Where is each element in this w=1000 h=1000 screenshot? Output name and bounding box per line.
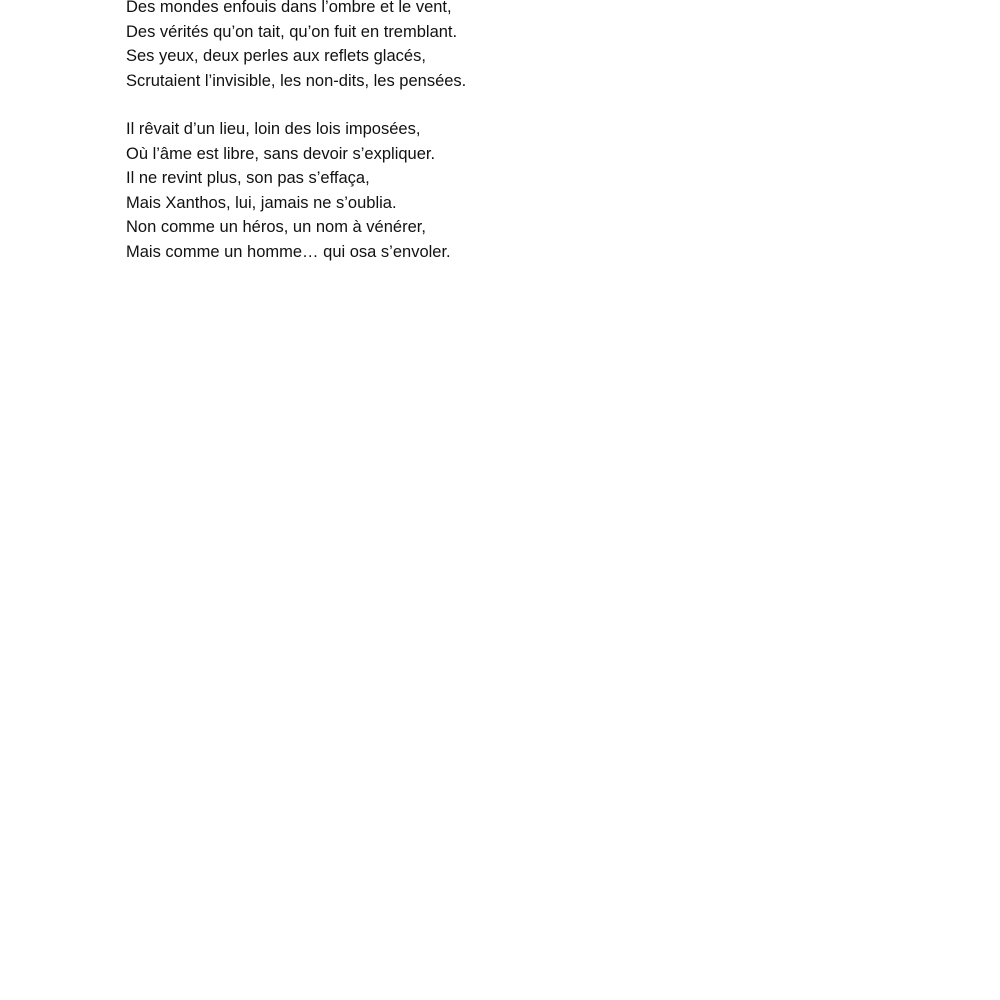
poem-line: Des mondes enfouis dans l’ombre et le vent, — [126, 0, 452, 16]
poem-line: Où l’âme est libre, sans devoir s’expliquer. — [126, 144, 436, 163]
poem-line: Il ne revint plus, son pas s’effaça, — [126, 169, 370, 187]
poem-stanza-1 — [126, 0, 826, 93]
poem-line: Il rêvait d’un lieu, loin des lois imposées, — [126, 120, 421, 138]
poem-line: Non comme un héros, un nom à vénérer, — [126, 218, 426, 236]
poem-line: Mais comme un homme… qui osa s’envoler. — [126, 242, 451, 261]
poem-stanza-2 — [126, 117, 826, 264]
poem-text — [126, 0, 826, 288]
poem-line: Des vérités qu’on tait, qu’on fuit en tremblant. — [126, 22, 458, 41]
poem-line: Ses yeux, deux perles aux reflets glacés, — [126, 47, 426, 65]
poem-line: Mais Xanthos, lui, jamais ne s’oublia. — [126, 193, 397, 212]
poem-line: Scrutaient l’invisible, les non-dits, les pensées. — [126, 71, 467, 90]
